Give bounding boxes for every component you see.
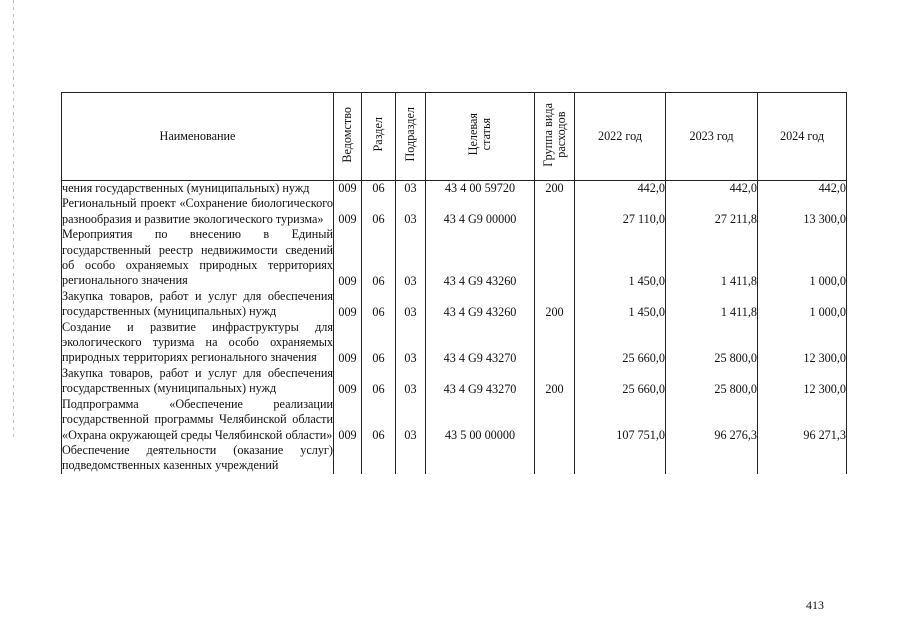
cell-name: Обеспечение деятельности (оказание услуг) подведомственных казенных учреждений [62,442,333,473]
binding-margin-line [13,0,14,440]
cell-subsection: 03 [396,397,426,443]
cell-target: 43 4 G9 43270 [426,320,535,366]
cell-y2023: 96 276,3 [666,397,758,443]
cell-group [535,227,575,289]
cell-group: 200 [535,289,575,320]
cell-name: Закупка товаров, работ и услуг для обеспечения государственных (муниципальных) нужд [62,288,333,319]
cell-subsection: 03 [396,366,426,397]
header-row [62,93,847,181]
header-name: Наименование [62,93,334,181]
table-row [62,196,847,227]
header-section: Раздел [362,93,396,181]
cell-group [535,443,575,474]
budget-table [61,92,847,474]
cell-y2024: 12 300,0 [758,320,847,366]
cell-y2022: 25 660,0 [575,366,666,397]
cell-y2023: 27 211,8 [666,196,758,227]
cell-section: 06 [362,397,396,443]
cell-y2024: 13 300,0 [758,196,847,227]
cell-section: 06 [362,320,396,366]
cell-y2024 [758,443,847,474]
cell-y2024: 1 000,0 [758,227,847,289]
table-row [62,397,847,443]
cell-name: Мероприятия по внесению в Единый государственный реестр недвижимости сведений об особо охраняемых природных территориях регионального значения [62,227,333,288]
cell-target [426,443,535,474]
cell-subsection: 03 [396,196,426,227]
cell-subsection [396,443,426,474]
cell-dept: 009 [334,366,362,397]
cell-group: 200 [535,181,575,197]
cell-dept [334,443,362,474]
header-subsection: Подраздел [396,93,426,181]
cell-name: чения государственных (муниципальных) нужд [62,181,334,197]
table-row [62,289,847,320]
cell-subsection: 03 [396,289,426,320]
cell-group [535,397,575,443]
cell-y2022: 1 450,0 [575,227,666,289]
table-row [62,181,847,197]
cell-y2024: 1 000,0 [758,289,847,320]
cell-target: 43 5 00 00000 [426,397,535,443]
header-dept: Ведомство [334,93,362,181]
cell-name: Подпрограмма «Обеспечение реализации государственной программы Челябинской области «Охрана окружающей среды Челябинской области» [62,396,333,442]
header-target: Целевая статья [426,93,535,181]
cell-dept: 009 [334,397,362,443]
cell-y2023: 442,0 [666,181,758,197]
table-row [62,320,847,366]
cell-y2023: 1 411,8 [666,289,758,320]
cell-subsection: 03 [396,227,426,289]
cell-group [535,320,575,366]
table-row [62,227,847,289]
cell-group [535,196,575,227]
cell-target: 43 4 G9 00000 [426,196,535,227]
header-2023: 2023 год [666,93,758,181]
cell-section [362,443,396,474]
cell-name: Закупка товаров, работ и услуг для обеспечения государственных (муниципальных) нужд [62,365,333,396]
cell-y2023: 25 800,0 [666,366,758,397]
cell-target: 43 4 00 59720 [426,181,535,197]
cell-dept: 009 [334,181,362,197]
table-body [62,181,847,474]
cell-y2024: 442,0 [758,181,847,197]
cell-dept: 009 [334,320,362,366]
cell-y2023: 25 800,0 [666,320,758,366]
cell-y2022: 1 450,0 [575,289,666,320]
cell-y2024: 12 300,0 [758,366,847,397]
cell-y2024: 96 271,3 [758,397,847,443]
cell-section: 06 [362,366,396,397]
cell-y2022: 107 751,0 [575,397,666,443]
cell-name: Региональный проект «Сохранение биологического разнообразия и развитие экологического туризма» [62,196,333,226]
cell-dept: 009 [334,289,362,320]
cell-dept: 009 [334,227,362,289]
cell-group: 200 [535,366,575,397]
cell-y2022: 27 110,0 [575,196,666,227]
cell-y2022: 442,0 [575,181,666,197]
cell-dept: 009 [334,196,362,227]
table-row [62,443,847,474]
header-group: Группа вида расходов [535,93,575,181]
cell-section: 06 [362,289,396,320]
cell-subsection: 03 [396,320,426,366]
cell-y2022 [575,443,666,474]
cell-section: 06 [362,181,396,197]
cell-y2023 [666,443,758,474]
cell-target: 43 4 G9 43260 [426,227,535,289]
cell-subsection: 03 [396,181,426,197]
header-2024: 2024 год [758,93,847,181]
header-2022: 2022 год [575,93,666,181]
cell-target: 43 4 G9 43270 [426,366,535,397]
page-number: 413 [806,598,824,612]
cell-y2022: 25 660,0 [575,320,666,366]
cell-name: Создание и развитие инфраструктуры для экологического туризма на особо охраняемых природных территориях регионального значения [62,319,333,365]
table-row [62,366,847,397]
cell-y2023: 1 411,8 [666,227,758,289]
cell-target: 43 4 G9 43260 [426,289,535,320]
cell-section: 06 [362,227,396,289]
cell-section: 06 [362,196,396,227]
